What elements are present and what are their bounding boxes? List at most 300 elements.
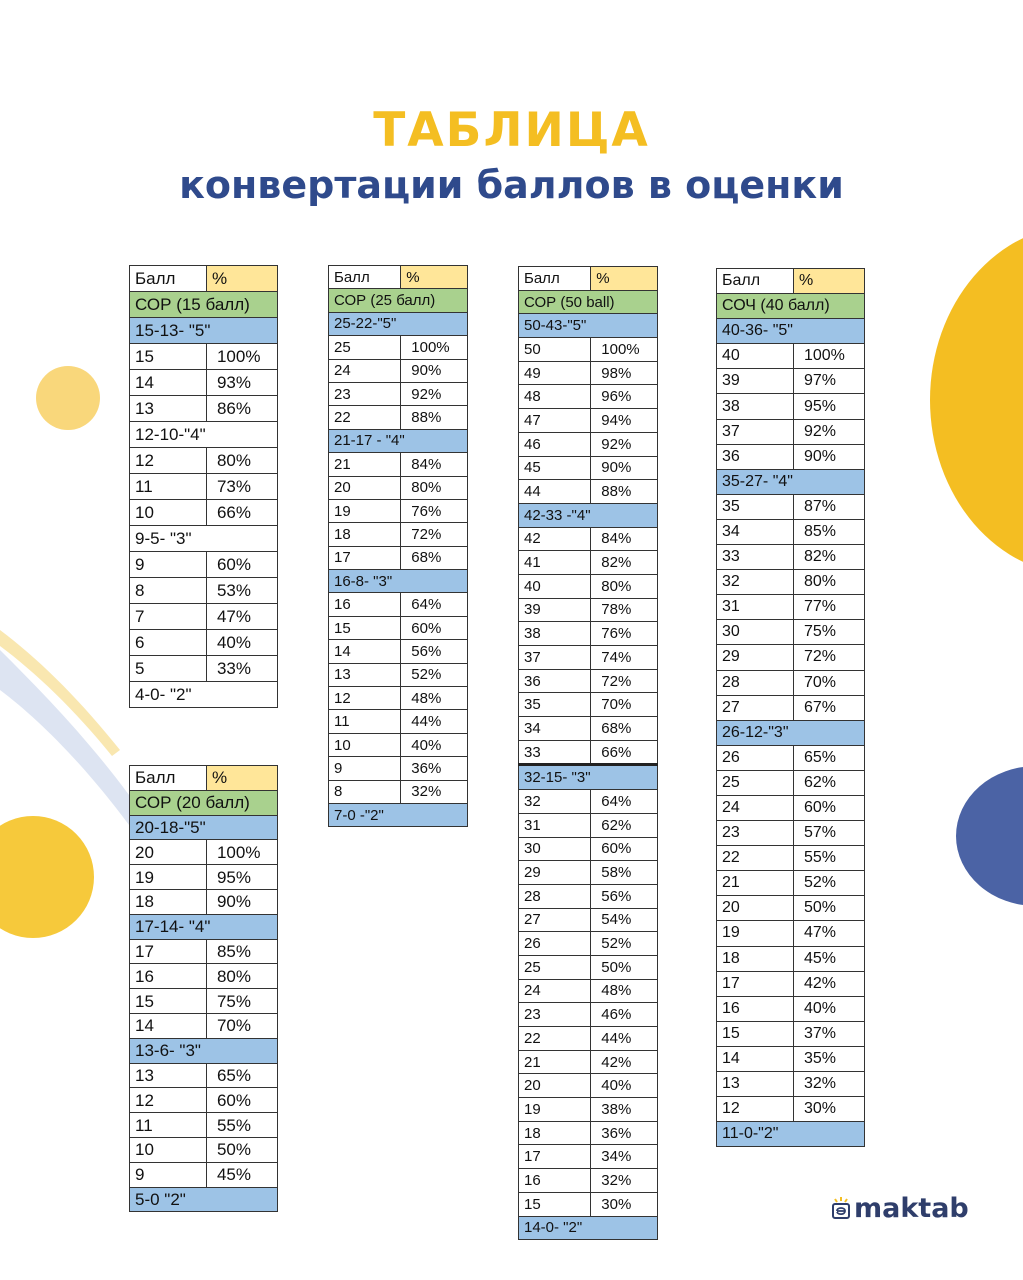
score-cell: 12 <box>717 1097 794 1122</box>
score-cell: 20 <box>329 476 401 499</box>
percent-cell: 82% <box>591 551 658 575</box>
percent-cell: 80% <box>591 574 658 598</box>
table-title-row <box>717 294 865 319</box>
score-cell: 22 <box>717 846 794 871</box>
score-cell: 45 <box>519 456 591 480</box>
table-title: СОЧ (40 балл) <box>717 294 865 319</box>
decor-yellow-circle-large <box>930 225 1023 575</box>
percent-cell: 38% <box>591 1098 658 1122</box>
grade-band-label: 50-43-"5" <box>519 314 658 338</box>
table-row <box>717 795 865 820</box>
grade-band-label: 5-0 "2" <box>130 1187 278 1212</box>
table-row <box>519 693 658 717</box>
score-cell: 48 <box>519 385 591 409</box>
percent-cell: 72% <box>401 523 468 546</box>
percent-cell: 75% <box>206 989 277 1014</box>
table-row <box>329 476 468 499</box>
grade-band-label: 32-15- "3" <box>519 765 658 790</box>
score-cell: 39 <box>519 598 591 622</box>
grade-band-label: 20-18-"5" <box>130 815 278 840</box>
percent-cell: 76% <box>591 622 658 646</box>
score-cell: 9 <box>329 757 401 780</box>
table-row <box>519 1098 658 1122</box>
table-row <box>717 394 865 419</box>
score-cell: 49 <box>519 361 591 385</box>
score-cell: 19 <box>519 1098 591 1122</box>
score-cell: 17 <box>130 939 207 964</box>
table-row <box>717 1072 865 1097</box>
table-row <box>519 861 658 885</box>
table-row <box>130 396 278 422</box>
score-cell: 13 <box>329 663 401 686</box>
percent-cell: 84% <box>401 453 468 476</box>
score-cell: 22 <box>329 406 401 429</box>
score-cell: 22 <box>519 1027 591 1051</box>
table-row <box>130 656 278 682</box>
column-header-score: Балл <box>329 266 401 289</box>
percent-cell: 72% <box>591 669 658 693</box>
table-row <box>717 444 865 469</box>
score-cell: 9 <box>130 552 207 578</box>
score-cell: 13 <box>130 396 207 422</box>
table-row <box>717 545 865 570</box>
percent-cell: 47% <box>206 604 277 630</box>
grade-band-row <box>717 720 865 745</box>
table-row <box>130 840 278 865</box>
table-row <box>717 745 865 770</box>
table-row <box>130 474 278 500</box>
score-cell: 16 <box>329 593 401 616</box>
table-row <box>329 336 468 359</box>
percent-cell: 50% <box>793 896 864 921</box>
score-cell: 28 <box>519 884 591 908</box>
score-cell: 21 <box>519 1050 591 1074</box>
percent-cell: 90% <box>206 889 277 914</box>
percent-cell: 56% <box>591 884 658 908</box>
table-title: СОР (25 балл) <box>329 289 468 312</box>
score-cell: 40 <box>717 344 794 369</box>
score-cell: 44 <box>519 480 591 504</box>
score-cell: 23 <box>717 821 794 846</box>
score-cell: 39 <box>717 369 794 394</box>
table-row <box>717 620 865 645</box>
grade-band-label: 40-36- "5" <box>717 319 865 344</box>
table-row <box>717 946 865 971</box>
score-cell: 31 <box>519 813 591 837</box>
table-row <box>717 996 865 1021</box>
percent-cell: 40% <box>206 630 277 656</box>
percent-cell: 100% <box>591 338 658 362</box>
brand-name: maktab <box>854 1192 969 1224</box>
column-header-percent: % <box>206 766 277 791</box>
percent-cell: 70% <box>793 670 864 695</box>
percent-cell: 60% <box>206 552 277 578</box>
table-row <box>329 499 468 522</box>
score-cell: 16 <box>130 964 207 989</box>
table-row <box>519 1027 658 1051</box>
grade-band-label: 12-10-"4" <box>130 422 278 448</box>
column-header-percent: % <box>206 266 277 292</box>
table-row <box>130 1063 278 1088</box>
table-row <box>717 1021 865 1046</box>
decor-blue-circle <box>956 766 1023 906</box>
table-row <box>519 908 658 932</box>
grade-band-label: 15-13- "5" <box>130 318 278 344</box>
percent-cell: 80% <box>793 570 864 595</box>
percent-cell: 48% <box>591 979 658 1003</box>
percent-cell: 92% <box>401 382 468 405</box>
score-cell: 50 <box>519 338 591 362</box>
score-cell: 37 <box>717 419 794 444</box>
score-cell: 19 <box>130 865 207 890</box>
percent-cell: 70% <box>206 1013 277 1038</box>
grade-band-row <box>717 319 865 344</box>
table-row <box>519 551 658 575</box>
table-header-row <box>130 266 278 292</box>
percent-cell: 50% <box>591 955 658 979</box>
percent-cell: 92% <box>591 432 658 456</box>
table-row <box>717 344 865 369</box>
grade-band-row <box>519 1216 658 1240</box>
grade-band-row <box>130 682 278 708</box>
percent-cell: 85% <box>206 939 277 964</box>
score-cell: 17 <box>717 971 794 996</box>
table-row <box>717 1097 865 1122</box>
percent-cell: 68% <box>401 546 468 569</box>
score-cell: 36 <box>519 669 591 693</box>
conversion-table-soch-40 <box>716 268 865 1147</box>
percent-cell: 97% <box>793 369 864 394</box>
table-row <box>329 757 468 780</box>
score-cell: 38 <box>519 622 591 646</box>
table-row <box>130 344 278 370</box>
table-header-row <box>130 766 278 791</box>
percent-cell: 75% <box>793 620 864 645</box>
percent-cell: 32% <box>591 1169 658 1193</box>
table-header-row <box>329 266 468 289</box>
score-cell: 12 <box>130 1088 207 1113</box>
score-cell: 32 <box>717 570 794 595</box>
table-row <box>519 385 658 409</box>
percent-cell: 53% <box>206 578 277 604</box>
percent-cell: 42% <box>591 1050 658 1074</box>
table-row <box>519 740 658 765</box>
percent-cell: 90% <box>401 359 468 382</box>
percent-cell: 35% <box>793 1046 864 1071</box>
grade-band-row <box>519 765 658 790</box>
table-row <box>717 695 865 720</box>
conversion-table-sor-25 <box>328 265 468 827</box>
score-cell: 10 <box>130 500 207 526</box>
table-row <box>329 733 468 756</box>
percent-cell: 54% <box>591 908 658 932</box>
grade-band-label: 26-12-"3" <box>717 720 865 745</box>
score-cell: 37 <box>519 646 591 670</box>
score-cell: 14 <box>130 370 207 396</box>
table-row <box>519 717 658 741</box>
grade-band-label: 4-0- "2" <box>130 682 278 708</box>
table-row <box>717 846 865 871</box>
score-cell: 20 <box>130 840 207 865</box>
score-cell: 12 <box>130 448 207 474</box>
score-cell: 17 <box>519 1145 591 1169</box>
score-cell: 13 <box>130 1063 207 1088</box>
table-row <box>519 480 658 504</box>
table-row <box>130 1013 278 1038</box>
percent-cell: 82% <box>793 545 864 570</box>
percent-cell: 74% <box>591 646 658 670</box>
percent-cell: 37% <box>793 1021 864 1046</box>
score-cell: 6 <box>130 630 207 656</box>
percent-cell: 40% <box>591 1074 658 1098</box>
score-cell: 8 <box>329 780 401 803</box>
score-cell: 18 <box>717 946 794 971</box>
table-row <box>717 595 865 620</box>
score-cell: 19 <box>329 499 401 522</box>
grade-band-row <box>130 815 278 840</box>
table-row <box>519 669 658 693</box>
score-cell: 28 <box>717 670 794 695</box>
percent-cell: 55% <box>206 1113 277 1138</box>
percent-cell: 65% <box>206 1063 277 1088</box>
table-row <box>329 523 468 546</box>
table-row <box>130 500 278 526</box>
score-cell: 24 <box>519 979 591 1003</box>
table-row <box>519 1074 658 1098</box>
table-row <box>130 964 278 989</box>
table-row <box>519 409 658 433</box>
grade-band-row <box>519 314 658 338</box>
percent-cell: 100% <box>206 344 277 370</box>
column-header-score: Балл <box>130 266 207 292</box>
score-cell: 21 <box>329 453 401 476</box>
table-row <box>519 979 658 1003</box>
table-row <box>519 1003 658 1027</box>
percent-cell: 84% <box>591 527 658 551</box>
percent-cell: 60% <box>793 795 864 820</box>
percent-cell: 90% <box>793 444 864 469</box>
grade-band-row <box>130 1187 278 1212</box>
table-row <box>519 932 658 956</box>
percent-cell: 66% <box>206 500 277 526</box>
table-row <box>717 419 865 444</box>
percent-cell: 45% <box>206 1162 277 1187</box>
grade-band-row <box>130 422 278 448</box>
table-row <box>717 670 865 695</box>
score-cell: 29 <box>717 645 794 670</box>
percent-cell: 96% <box>591 385 658 409</box>
table-row <box>329 663 468 686</box>
percent-cell: 40% <box>793 996 864 1021</box>
table-row <box>329 710 468 733</box>
score-cell: 29 <box>519 861 591 885</box>
table-row <box>519 1121 658 1145</box>
score-cell: 27 <box>717 695 794 720</box>
percent-cell: 36% <box>591 1121 658 1145</box>
score-cell: 47 <box>519 409 591 433</box>
table-title: СОР (50 ball) <box>519 290 658 314</box>
score-cell: 16 <box>717 996 794 1021</box>
percent-cell: 85% <box>793 519 864 544</box>
score-cell: 35 <box>717 494 794 519</box>
table-row <box>519 338 658 362</box>
score-cell: 26 <box>717 745 794 770</box>
table-row <box>717 1046 865 1071</box>
table-row <box>519 955 658 979</box>
grade-band-label: 35-27- "4" <box>717 469 865 494</box>
score-cell: 15 <box>717 1021 794 1046</box>
score-cell: 36 <box>717 444 794 469</box>
score-cell: 8 <box>130 578 207 604</box>
grade-band-row <box>130 318 278 344</box>
table-row <box>717 494 865 519</box>
table-row <box>519 456 658 480</box>
percent-cell: 64% <box>401 593 468 616</box>
score-cell: 11 <box>130 1113 207 1138</box>
percent-cell: 65% <box>793 745 864 770</box>
table-row <box>329 640 468 663</box>
score-cell: 11 <box>130 474 207 500</box>
table-title-row <box>130 790 278 815</box>
table-row <box>717 971 865 996</box>
score-cell: 34 <box>519 717 591 741</box>
table-row <box>329 359 468 382</box>
percent-cell: 80% <box>206 448 277 474</box>
table-row <box>130 989 278 1014</box>
percent-cell: 60% <box>591 837 658 861</box>
score-cell: 20 <box>717 896 794 921</box>
percent-cell: 42% <box>793 971 864 996</box>
grade-band-label: 16-8- "3" <box>329 570 468 593</box>
table-row <box>717 369 865 394</box>
table-row <box>130 604 278 630</box>
score-cell: 21 <box>717 871 794 896</box>
score-cell: 30 <box>519 837 591 861</box>
percent-cell: 52% <box>793 871 864 896</box>
percent-cell: 77% <box>793 595 864 620</box>
score-cell: 23 <box>519 1003 591 1027</box>
percent-cell: 70% <box>591 693 658 717</box>
percent-cell: 44% <box>401 710 468 733</box>
percent-cell: 100% <box>793 344 864 369</box>
score-cell: 35 <box>519 693 591 717</box>
table-row <box>519 622 658 646</box>
score-cell: 14 <box>329 640 401 663</box>
score-cell: 10 <box>329 733 401 756</box>
table-title-row <box>130 292 278 318</box>
column-header-score: Балл <box>519 267 591 291</box>
table-row <box>519 1145 658 1169</box>
percent-cell: 30% <box>591 1192 658 1216</box>
percent-cell: 56% <box>401 640 468 663</box>
grade-band-row <box>329 803 468 826</box>
table-row <box>717 645 865 670</box>
score-cell: 7 <box>130 604 207 630</box>
score-cell: 5 <box>130 656 207 682</box>
percent-cell: 46% <box>591 1003 658 1027</box>
percent-cell: 32% <box>793 1072 864 1097</box>
percent-cell: 40% <box>401 733 468 756</box>
score-cell: 17 <box>329 546 401 569</box>
table-row <box>717 570 865 595</box>
percent-cell: 100% <box>206 840 277 865</box>
decor-swoosh <box>0 610 140 840</box>
table-row <box>519 574 658 598</box>
table-row <box>519 1192 658 1216</box>
table-header-row <box>717 269 865 294</box>
grade-band-row <box>329 570 468 593</box>
score-cell: 42 <box>519 527 591 551</box>
percent-cell: 88% <box>591 480 658 504</box>
percent-cell: 95% <box>206 865 277 890</box>
score-cell: 14 <box>717 1046 794 1071</box>
percent-cell: 80% <box>401 476 468 499</box>
table-row <box>519 884 658 908</box>
table-row <box>130 939 278 964</box>
table-row <box>717 871 865 896</box>
percent-cell: 100% <box>401 336 468 359</box>
percent-cell: 58% <box>591 861 658 885</box>
score-cell: 32 <box>519 790 591 814</box>
percent-cell: 30% <box>793 1097 864 1122</box>
percent-cell: 57% <box>793 821 864 846</box>
grade-band-row <box>130 914 278 939</box>
percent-cell: 88% <box>401 406 468 429</box>
maktab-logo-icon <box>832 1197 850 1219</box>
score-cell: 38 <box>717 394 794 419</box>
percent-cell: 32% <box>401 780 468 803</box>
table-row <box>329 593 468 616</box>
table-row <box>519 1169 658 1193</box>
score-cell: 34 <box>717 519 794 544</box>
table-row <box>329 687 468 710</box>
score-cell: 25 <box>519 955 591 979</box>
score-cell: 30 <box>717 620 794 645</box>
score-cell: 40 <box>519 574 591 598</box>
percent-cell: 67% <box>793 695 864 720</box>
percent-cell: 64% <box>591 790 658 814</box>
percent-cell: 60% <box>206 1088 277 1113</box>
grade-band-row <box>519 503 658 527</box>
table-title-row <box>329 289 468 312</box>
table-row <box>130 630 278 656</box>
table-header-row <box>519 267 658 291</box>
percent-cell: 76% <box>401 499 468 522</box>
table-row <box>130 1137 278 1162</box>
score-cell: 9 <box>130 1162 207 1187</box>
table-row <box>329 406 468 429</box>
table-row <box>717 770 865 795</box>
percent-cell: 50% <box>206 1137 277 1162</box>
percent-cell: 80% <box>206 964 277 989</box>
table-row <box>717 821 865 846</box>
score-cell: 10 <box>130 1137 207 1162</box>
table-row <box>130 1162 278 1187</box>
grade-band-label: 7-0 -"2" <box>329 803 468 826</box>
score-cell: 19 <box>717 921 794 946</box>
column-header-score: Балл <box>130 766 207 791</box>
percent-cell: 36% <box>401 757 468 780</box>
score-cell: 46 <box>519 432 591 456</box>
percent-cell: 47% <box>793 921 864 946</box>
table-row <box>519 646 658 670</box>
score-cell: 13 <box>717 1072 794 1097</box>
percent-cell: 93% <box>206 370 277 396</box>
percent-cell: 45% <box>793 946 864 971</box>
score-cell: 11 <box>329 710 401 733</box>
score-cell: 18 <box>519 1121 591 1145</box>
percent-cell: 62% <box>793 770 864 795</box>
